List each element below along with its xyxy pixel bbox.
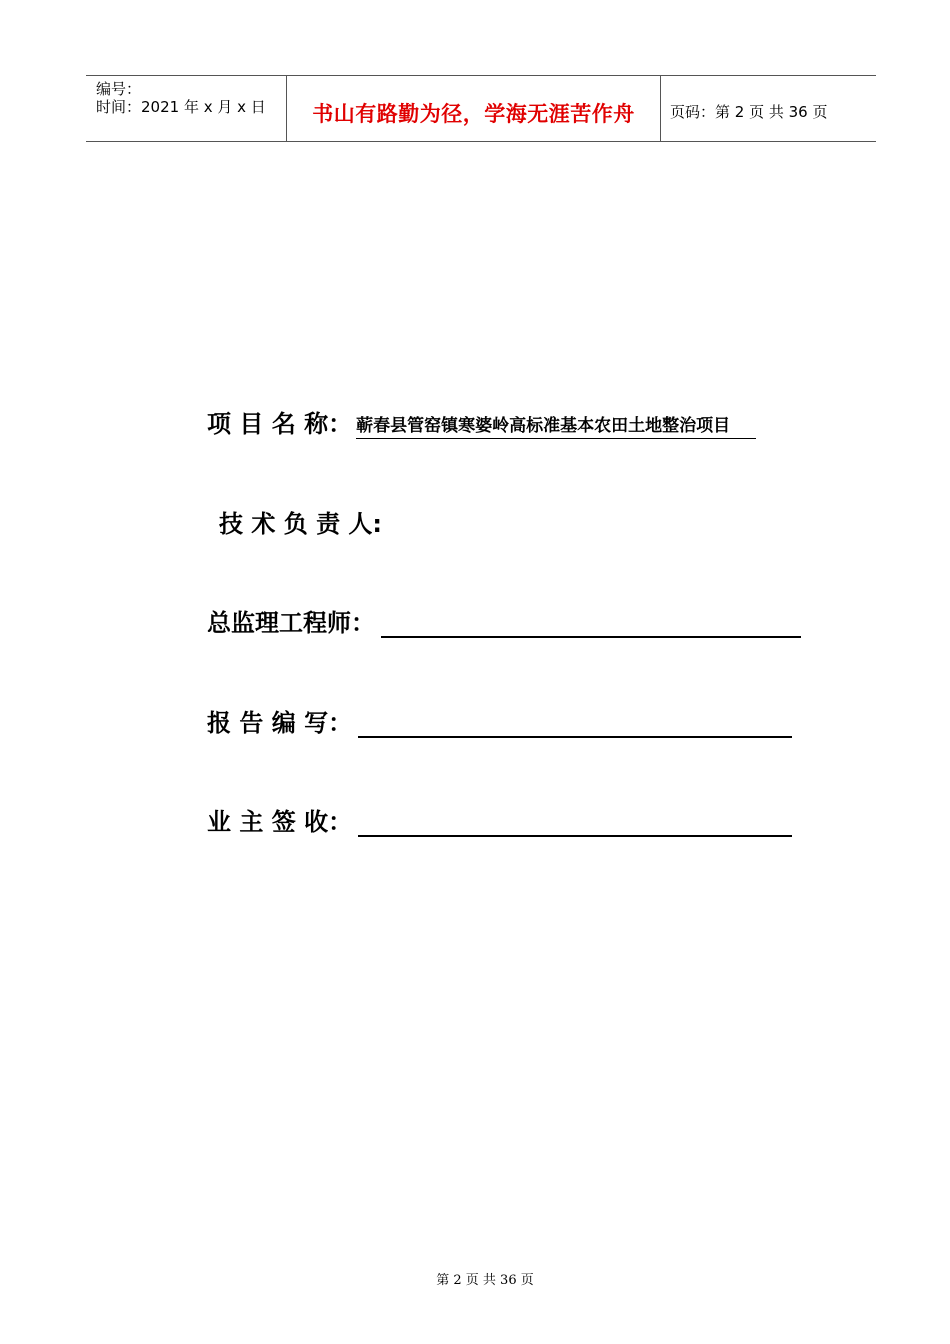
header-meta-cell bbox=[86, 76, 287, 141]
chief-supervisor-label: 总监理工程师： bbox=[207, 609, 375, 637]
project-name-label: 项 目 名 称： bbox=[207, 410, 353, 438]
owner-sign-blank-line[interactable] bbox=[358, 807, 792, 837]
document-number-label: 编号： bbox=[96, 80, 142, 98]
owner-sign-label: 业 主 签 收： bbox=[207, 808, 353, 836]
report-writer-label: 报 告 编 写： bbox=[207, 709, 353, 737]
tech-lead-label: 技 术 负 责 人: bbox=[219, 510, 383, 538]
page-header-table bbox=[86, 75, 876, 142]
chief-supervisor-field bbox=[207, 603, 801, 638]
page-footer-number: 第 2 页 共 36 页 bbox=[436, 1273, 534, 1288]
header-page-info: 页码：第 2 页 共 36 页 bbox=[670, 103, 828, 121]
header-page-cell bbox=[661, 76, 876, 141]
tech-lead-field bbox=[219, 504, 382, 539]
header-motto-cell bbox=[287, 76, 661, 141]
project-name-value: 蕲春县管窑镇寒婆岭高标准基本农田土地整治项目 bbox=[356, 416, 756, 439]
chief-supervisor-blank-line[interactable] bbox=[381, 608, 801, 638]
project-name-field bbox=[207, 404, 756, 439]
report-writer-blank-line[interactable] bbox=[358, 708, 792, 738]
document-time-label: 时间：2021 年 x 月 x 日 bbox=[96, 98, 266, 116]
report-writer-field bbox=[207, 703, 792, 738]
owner-sign-field bbox=[207, 802, 792, 837]
header-motto: 书山有路勤为径，学海无涯苦作舟 bbox=[312, 102, 635, 126]
